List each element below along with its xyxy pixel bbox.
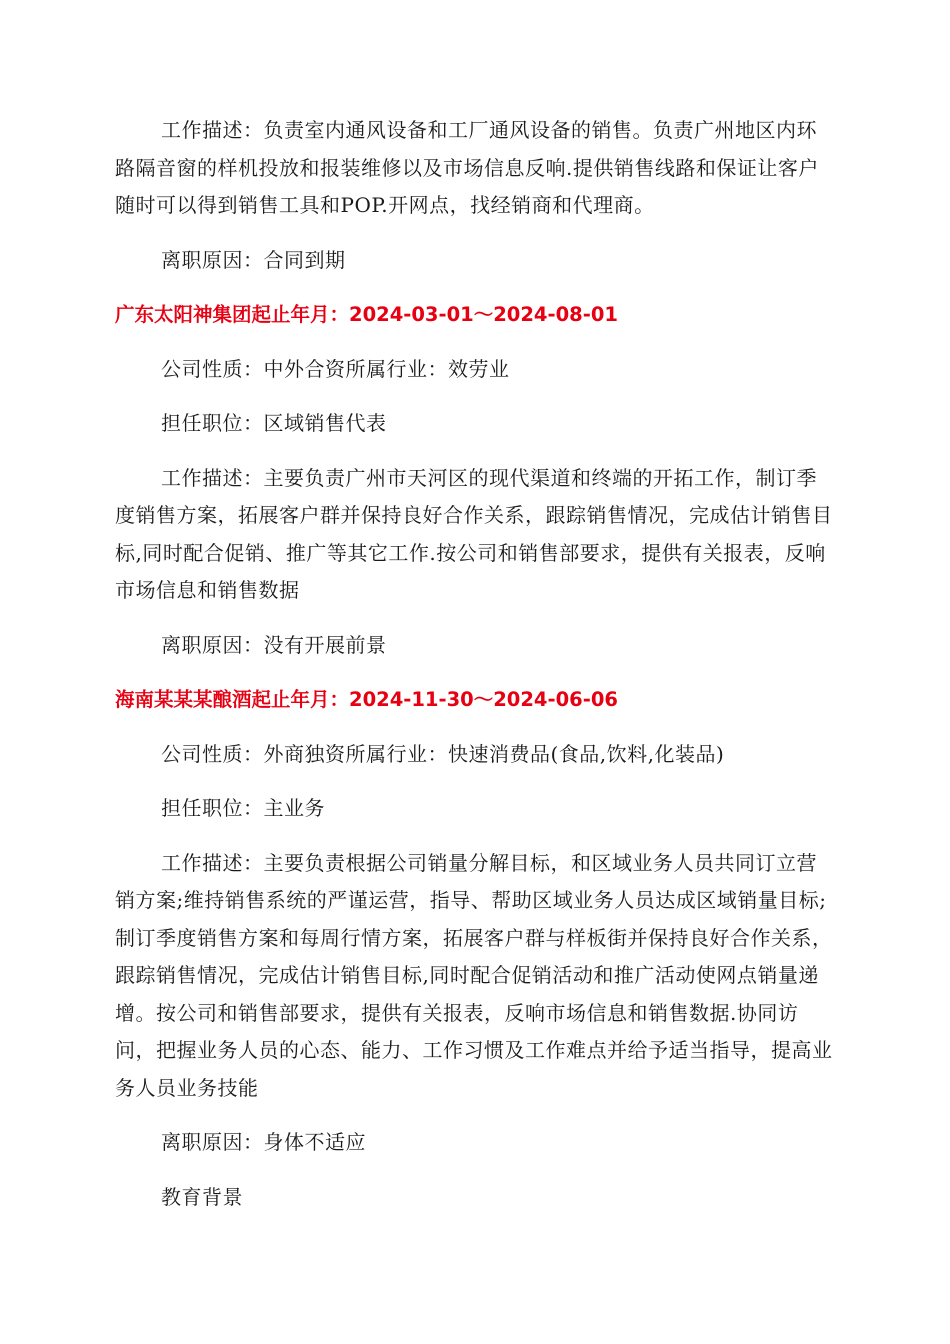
position-paragraph: 担任职位：主业务 (161, 796, 325, 820)
company-nature-paragraph: 公司性质：中外合资所属行业：效劳业 (161, 356, 510, 381)
employer-heading-hainan-winery: 海南某某某酿酒起止年月：2024-11-30～2024-06-06 (115, 688, 618, 711)
employer-heading-sun-god: 广东太阳神集团起止年月：2024-03-01～2024-08-01 (115, 303, 618, 326)
leaving-reason-paragraph: 离职原因：没有开展前景 (161, 632, 387, 657)
company-nature-paragraph: 公司性质：外商独资所属行业：快速消费品(食品,饮料,化装品) (161, 741, 725, 766)
position-paragraph: 担任职位：区域销售代表 (161, 411, 387, 435)
job-description-paragraph: 工作描述：主要负责广州市天河区的现代渠道和终端的开拓工作，制订季度销售方案，拓展客户群并保持良好合作关系，跟踪销售情况，完成估计销售目标,同时配合促销、推广等其它工作.按公司和销售部要求，提供有关报表，反响市场信息和销售数据 (115, 465, 833, 602)
job-description-paragraph: 工作描述：负责室内通风设备和工厂通风设备的销售。负责广州地区内环路隔音窗的样机投放和报装维修以及市场信息反响.提供销售线路和保证让客户随时可以得到销售工具和POP.开网点，找经销商和代理商。 (115, 118, 819, 217)
job-description-paragraph: 工作描述：主要负责根据公司销量分解目标，和区域业务人员共同订立营销方案;维持销售系统的严谨运营，指导、帮助区域业务人员达成区域销量目标;制订季度销售方案和每周行情方案，拓展客户群与样板街并保持良好合作关系，跟踪销售情况，完成估计销售目标,同时配合促销活动和推广活动使网点销量递增。按公司和销售部要求，提供有关报表，反响市场信息和销售数据.协同访问，把握业务人员的心态、能力、工作习惯及工作难点并给予适当指导，提高业务人员业务技能 (115, 850, 833, 1100)
education-section-title: 教育背景 (161, 1184, 243, 1209)
document-body (115, 112, 835, 1233)
leaving-reason-paragraph: 离职原因：身体不适应 (161, 1130, 366, 1154)
leaving-reason-paragraph: 离职原因：合同到期 (161, 247, 346, 272)
